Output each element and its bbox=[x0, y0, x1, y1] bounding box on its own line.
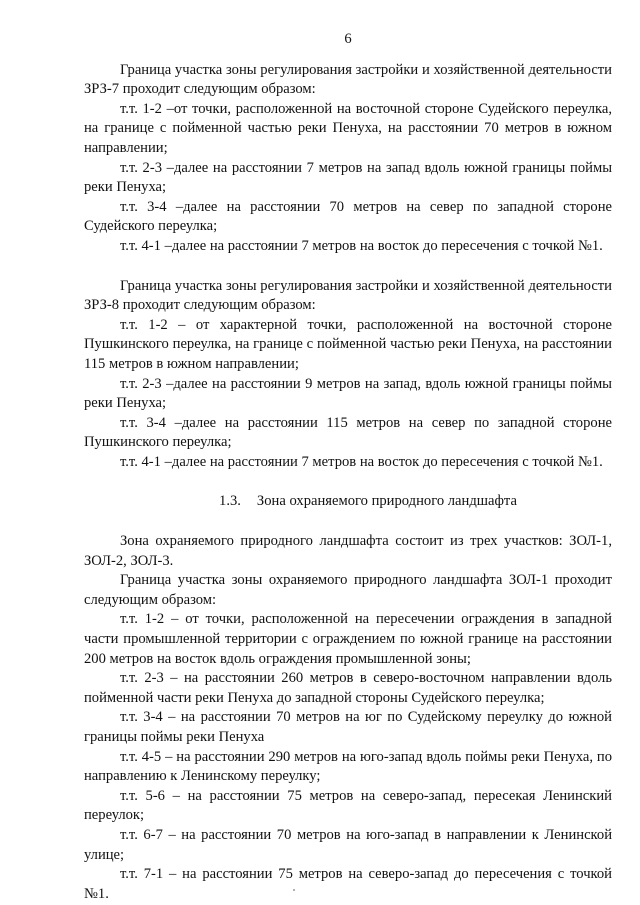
zol1-item-6-7: т.т. 6-7 – на расстоянии 70 метров на юго-запад в направлении к Ленинской улице; bbox=[84, 826, 612, 863]
zrz7-item-2-3: т.т. 2-3 –далее на расстоянии 7 метров на запад вдоль южной границы поймы реки Пенуха; bbox=[84, 159, 612, 196]
zrz8-item-1-2: т.т. 1-2 – от характерной точки, расположенной на восточной стороне Пушкинского переулка, на границе с пойменной частью реки Пенуха, на расстоянии 115 метров в южном направлении; bbox=[84, 316, 612, 372]
document-page bbox=[84, 30, 612, 904]
spacer bbox=[84, 257, 612, 277]
spacer bbox=[84, 512, 612, 532]
zrz7-item-1-2: т.т. 1-2 –от точки, расположенной на восточной стороне Судейского переулка, на границе с пойменной частью реки Пенуха, на расстоянии 70 метров в южном направлении; bbox=[84, 100, 612, 156]
zrz8-item-3-4: т.т. 3-4 –далее на расстоянии 115 метров на север по западной стороне Пушкинского переулка; bbox=[84, 414, 612, 451]
zol1-section bbox=[84, 532, 612, 904]
zrz8-item-4-1: т.т. 4-1 –далее на расстоянии 7 метров на восток до пересечения с точкой №1. bbox=[120, 453, 603, 470]
spacer bbox=[84, 472, 612, 492]
zol1-item-2-3: т.т. 2-3 – на расстоянии 260 метров в северо-восточном направлении вдоль пойменной части реки Пенуха до западной стороны Судейского переулка; bbox=[84, 670, 612, 706]
zol1-item-3-4: т.т. 3-4 – на расстоянии 70 метров на юг по Судейскому переулку до южной границы поймы реки Пенуха bbox=[84, 709, 612, 745]
zrz8-section bbox=[84, 277, 612, 473]
zrz7-item-4-1: т.т. 4-1 –далее на расстоянии 7 метров на восток до пересечения с точкой №1. bbox=[120, 237, 603, 254]
zrz7-intro: Граница участка зоны регулирования застройки и хозяйственной деятельности ЗРЗ-7 проходит следующим образом: bbox=[84, 61, 612, 98]
scan-speck bbox=[293, 889, 295, 891]
zol1-item-5-6: т.т. 5-6 – на расстоянии 75 метров на северо-запад, пересекая Ленинский переулок; bbox=[84, 787, 612, 824]
zrz7-section bbox=[84, 61, 612, 257]
zol1-item-4-5: т.т. 4-5 – на расстоянии 290 метров на юго-запад вдоль поймы реки Пенуха, по направлению к Ленинскому переулку; bbox=[84, 748, 612, 785]
section-heading bbox=[84, 492, 612, 512]
zrz8-intro: Граница участка зоны регулирования застройки и хозяйственной деятельности ЗРЗ-8 проходит следующим образом: bbox=[84, 277, 612, 314]
zol1-item-7-1: т.т. 7-1 – на расстоянии 75 метров на северо-запад до пересечения с точкой №1. bbox=[84, 866, 612, 902]
section-number: 1.3. bbox=[219, 493, 241, 510]
zol-lead: Зона охраняемого природного ландшафта состоит из трех участков: ЗОЛ-1, ЗОЛ-2, ЗОЛ-3. bbox=[84, 533, 612, 569]
page-number: 6 bbox=[344, 31, 352, 47]
zrz7-item-3-4: т.т. 3-4 –далее на расстоянии 70 метров на север по западной стороне Судейского переулка; bbox=[84, 198, 612, 235]
zrz8-item-2-3: т.т. 2-3 –далее на расстоянии 9 метров на запад, вдоль южной границы поймы реки Пенуха; bbox=[84, 375, 612, 412]
section-title: Зона охраняемого природного ландшафта bbox=[256, 493, 517, 510]
zol1-intro: Граница участка зоны охраняемого природного ландшафта ЗОЛ-1 проходит следующим образом: bbox=[84, 572, 612, 608]
zol1-item-1-2: т.т. 1-2 – от точки, расположенной на пересечении ограждения в западной части промышленной территории с ограждением по южной границе на расстоянии 200 метров на восток вдоль ограждения промышленной зоны; bbox=[84, 611, 612, 667]
